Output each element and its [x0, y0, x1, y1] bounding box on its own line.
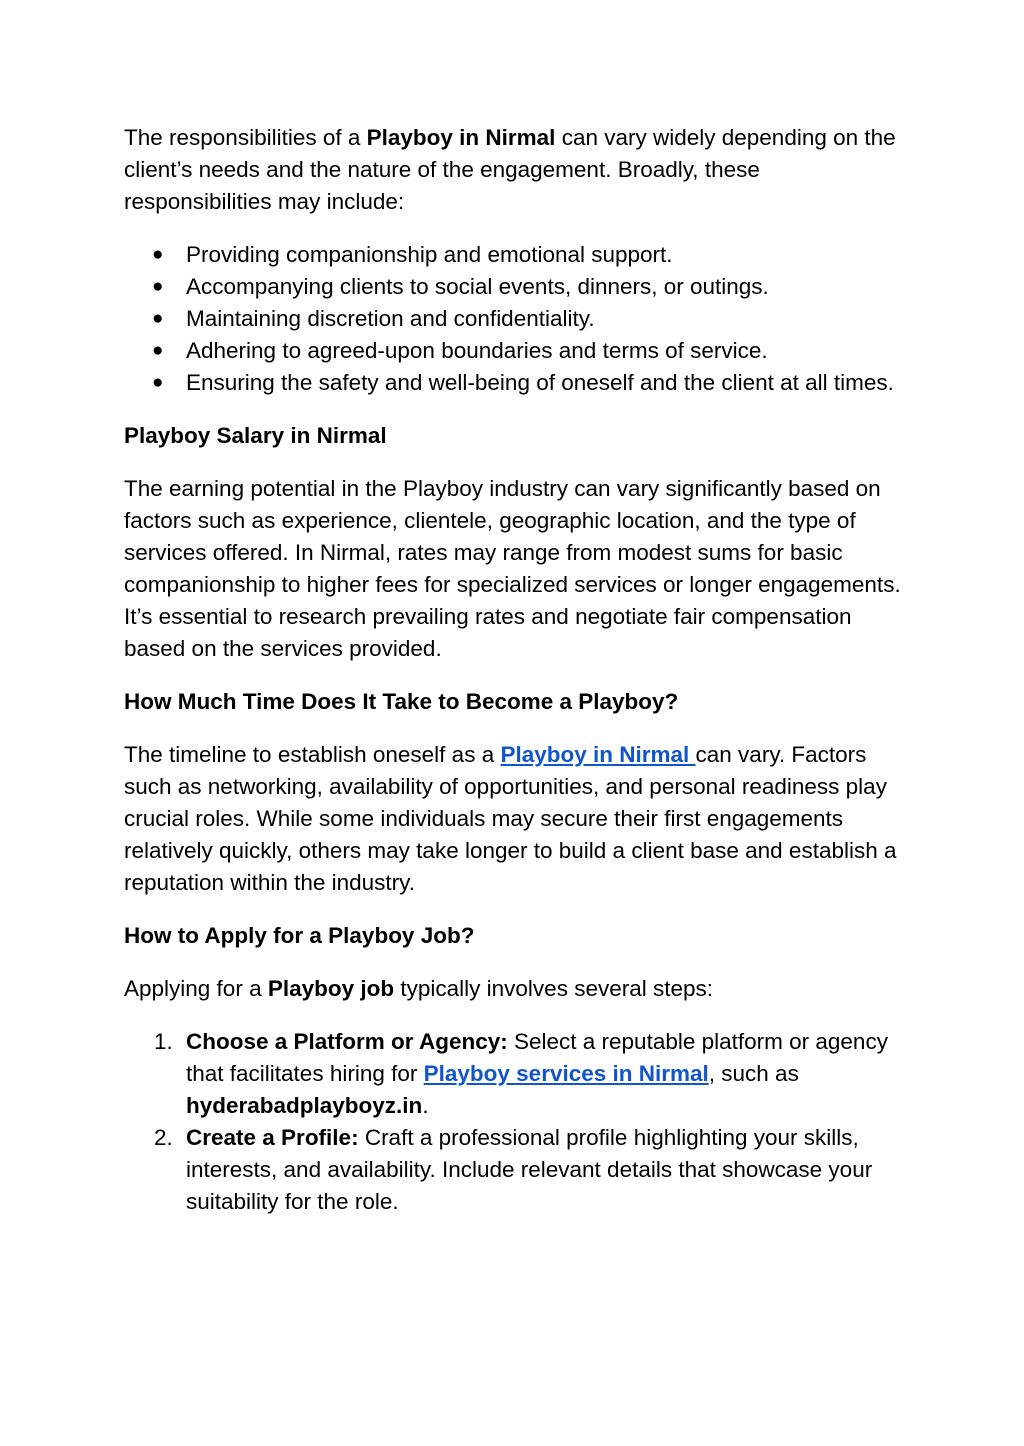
- responsibilities-list: [124, 239, 904, 399]
- bullet-icon: ●: [152, 308, 164, 329]
- apply-intro-bold-text: Playboy job: [267, 976, 395, 1001]
- intro-paragraph: [124, 122, 904, 218]
- step-number: 2.: [154, 1125, 173, 1150]
- list-item: [124, 1026, 904, 1122]
- bullet-icon: ●: [152, 372, 164, 393]
- step-number: 1.: [154, 1029, 173, 1054]
- step-text-2: , such as: [708, 1061, 799, 1086]
- step-text: Select a reputable platform or agency that facilitates hiring for: [186, 1029, 888, 1086]
- apply-intro-text: Applying for a: [124, 976, 268, 1001]
- apply-heading: How to Apply for a Playboy Job?: [124, 923, 475, 948]
- step-title: Create a Profile:: [186, 1125, 359, 1150]
- salary-paragraph: The earning potential in the Playboy industry can vary significantly based on factors such as experience, clientele, geographic location, and the type of services offered. In Nirmal, rates may range from modest sums for basic companionship to higher fees for specialized services or longer engagements. It’s essential to research prevailing rates and negotiate fair compensation based on the services provided.: [124, 476, 901, 661]
- list-item-text: Accompanying clients to social events, dinners, or outings.: [186, 274, 769, 299]
- list-item: [124, 303, 904, 335]
- step-site-name: hyderabadplayboyz.in: [186, 1093, 423, 1118]
- playboy-services-link[interactable]: Playboy services in Nirmal: [423, 1061, 709, 1086]
- playboy-in-nirmal-link[interactable]: Playboy in Nirmal: [500, 742, 696, 767]
- apply-steps-list: [124, 1026, 904, 1218]
- list-item-text: Ensuring the safety and well-being of oneself and the client at all times.: [186, 370, 894, 395]
- time-text-end: can vary. Factors such as networking, availability of opportunities, and personal readiness play crucial roles. While some individuals may secure their first engagements relatively quickly, others may take longer to build a client base and establish a reputation within the industry.: [124, 742, 897, 895]
- list-item: [124, 1122, 904, 1218]
- intro-text: The responsibilities of a: [124, 125, 367, 150]
- apply-intro-text-end: typically involves several steps:: [394, 976, 714, 1001]
- list-item-text: Adhering to agreed-upon boundaries and terms of service.: [186, 338, 768, 363]
- time-heading: How Much Time Does It Take to Become a Playboy?: [124, 689, 679, 714]
- list-item-text: Maintaining discretion and confidentiality.: [186, 306, 595, 331]
- time-paragraph: [124, 739, 904, 899]
- bullet-icon: ●: [152, 276, 164, 297]
- list-item: [124, 335, 904, 367]
- list-item: [124, 239, 904, 271]
- bullet-icon: ●: [152, 244, 164, 265]
- bullet-icon: ●: [152, 340, 164, 361]
- list-item-text: Providing companionship and emotional support.: [186, 242, 673, 267]
- step-text: Craft a professional profile highlighting your skills, interests, and availability. Include relevant details that showcase your suitability for the role.: [186, 1125, 873, 1214]
- list-item: [124, 271, 904, 303]
- step-text-3: .: [422, 1093, 429, 1118]
- step-title: Choose a Platform or Agency:: [186, 1029, 508, 1054]
- intro-bold-text: Playboy in Nirmal: [366, 125, 556, 150]
- time-text: The timeline to establish oneself as a: [124, 742, 501, 767]
- apply-intro-paragraph: [124, 973, 904, 1005]
- intro-text-end: can vary widely depending on the client’s needs and the nature of the engagement. Broadly, these responsibilities may include:: [124, 125, 896, 214]
- salary-heading: Playboy Salary in Nirmal: [124, 423, 387, 448]
- list-item: [124, 367, 904, 399]
- document-page: [124, 122, 904, 1218]
